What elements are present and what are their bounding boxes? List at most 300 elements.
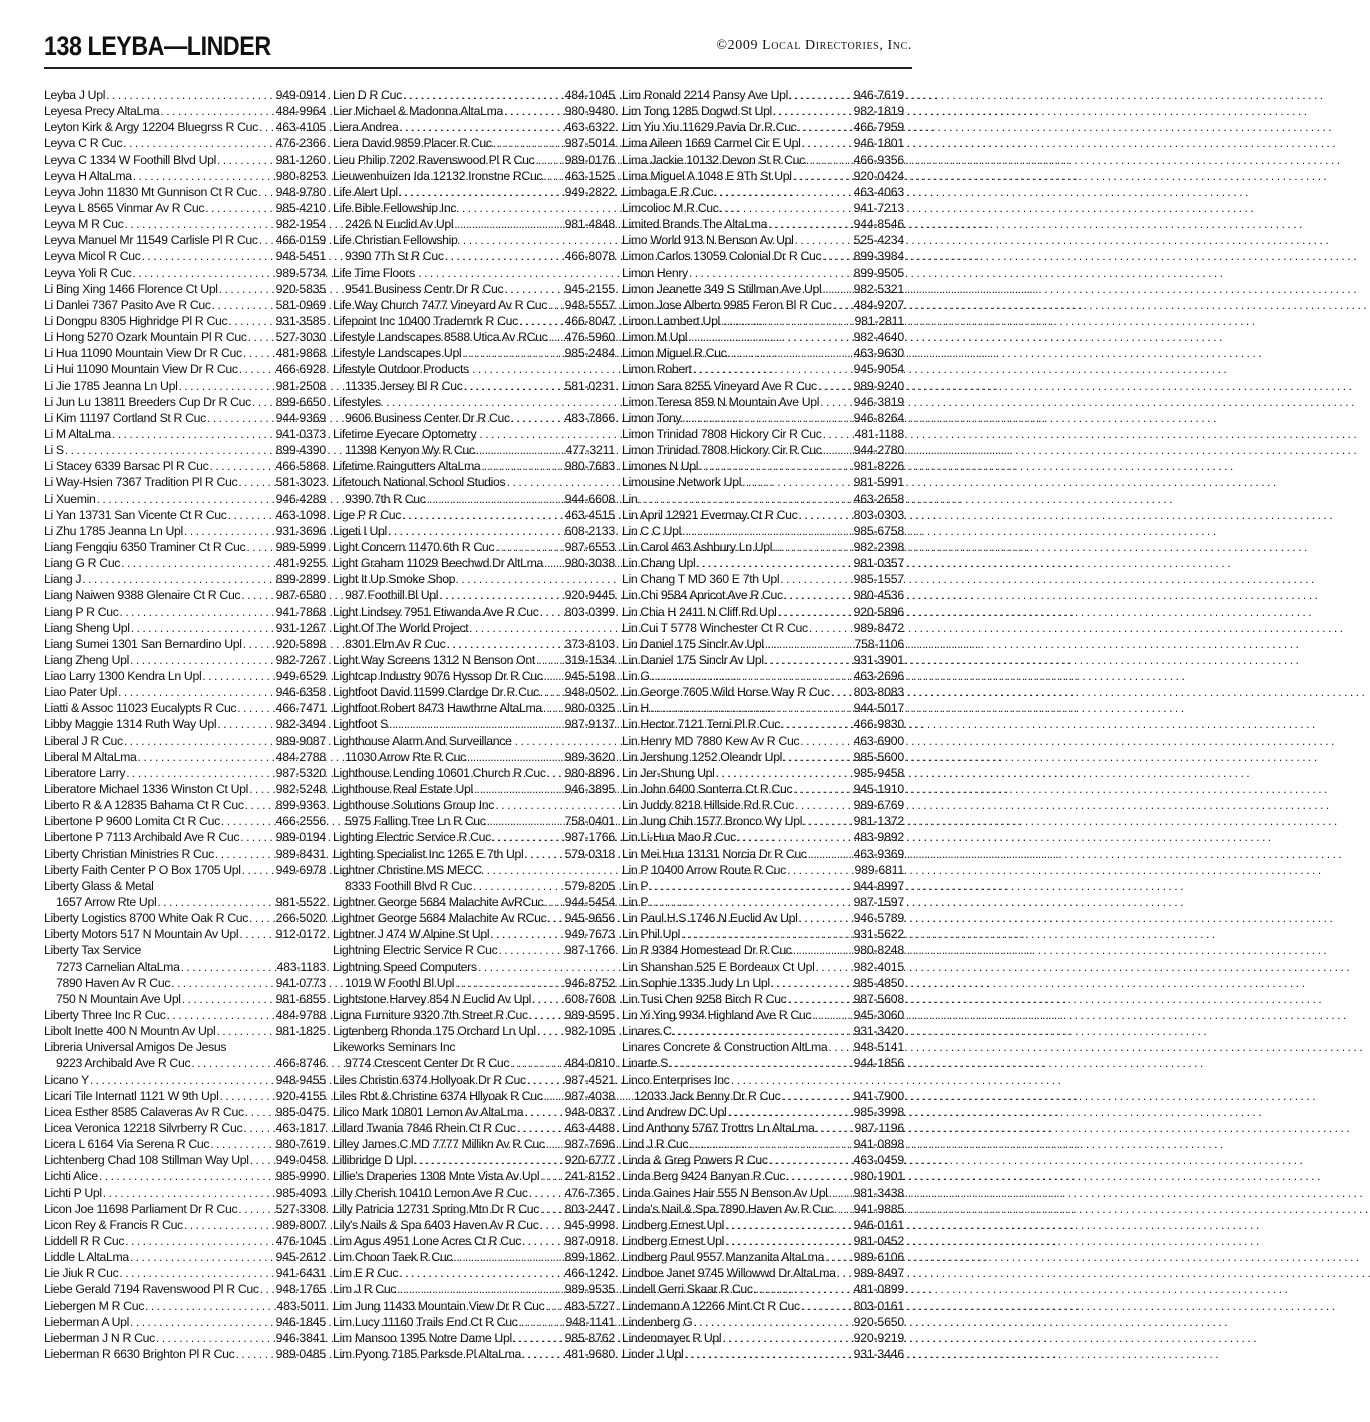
leader-dots	[183, 1217, 274, 1233]
leader-dots	[413, 1152, 562, 1168]
listing-entry	[622, 604, 904, 620]
listing-entry	[44, 87, 326, 103]
listing-entry	[44, 1007, 326, 1023]
leader-dots	[132, 168, 274, 184]
leader-dots	[792, 942, 852, 958]
listing-heading	[333, 571, 615, 587]
listing-name: Lim E R Cuc	[333, 1266, 399, 1281]
listing-phone: 946-8264	[853, 410, 904, 425]
listing-entry	[44, 248, 326, 264]
listing-name: Limon Trinidad 7808 Hickory Cir R Cuc	[622, 443, 822, 458]
listing-name: Leyva John 11830 Mt Gunnison Ct R Cuc	[44, 184, 258, 199]
listing-column-2	[333, 87, 615, 1362]
listing-name: Limon Robert	[622, 362, 692, 377]
leader-dots	[258, 119, 274, 135]
listing-name: Liera David 9859 Placer R Cuc	[333, 136, 492, 151]
listing-entry	[622, 991, 904, 1007]
listing-phone: 981-1260	[275, 152, 326, 167]
listing-phone: 946-1845	[275, 1314, 326, 1329]
listing-entry	[44, 1055, 326, 1071]
listing-phone: 987-4038	[564, 1088, 615, 1103]
leader-dots	[204, 200, 273, 216]
leader-dots	[692, 1314, 851, 1330]
leader-dots	[695, 555, 851, 571]
listing-phone: 466-8746	[275, 1056, 326, 1071]
listing-name: Lilico Mark 10801 Lemon Av AltaLma	[333, 1104, 524, 1119]
leader-dots	[668, 1055, 852, 1071]
leader-dots	[402, 87, 563, 103]
listing-entry	[333, 1233, 615, 1249]
leader-dots	[517, 1314, 563, 1330]
listing-phone: 463-4515	[564, 507, 615, 522]
listing-phone: 463-6900	[853, 733, 904, 748]
listing-name: Li Zhu 1785 Jeanna Ln Upl	[44, 523, 183, 538]
leader-dots	[218, 1088, 273, 1104]
listing-phone: 920-0424	[853, 168, 904, 183]
listing-entry	[333, 281, 615, 297]
listing-entry	[622, 1104, 904, 1120]
listing-entry	[44, 765, 326, 781]
listing-entry	[622, 684, 904, 700]
listing-name: Licera L 6164 Via Serena R Cuc	[44, 1137, 210, 1152]
leader-dots	[688, 1136, 851, 1152]
listing-name: Linder J Upl	[622, 1346, 684, 1361]
listing-phone: 981-0452	[853, 1233, 904, 1248]
listing-entry	[44, 1346, 326, 1362]
listing-name: Lim Yiu Yiu 11629 Pavia Dr R Cuc	[622, 120, 797, 135]
listing-phone: 989-9087	[275, 733, 326, 748]
listing-name: Limon Trinidad 7808 Hickory Cir R Cuc	[622, 426, 822, 441]
leader-dots	[111, 426, 274, 442]
listing-phone: 980-8896	[564, 765, 615, 780]
listing-name: Lin John 6400 Sonterra Ct R Cuc	[622, 782, 793, 797]
leader-dots	[251, 394, 274, 410]
listing-phone: 948-5451	[275, 249, 326, 264]
listing-phone: 920-4155	[275, 1088, 326, 1103]
listing-entry	[44, 1168, 326, 1184]
listing-entry	[333, 829, 615, 845]
listing-entry	[622, 491, 904, 507]
leader-dots	[238, 361, 274, 377]
listing-phone: 946-3895	[564, 782, 615, 797]
leader-dots	[521, 1346, 563, 1362]
listing-entry	[44, 991, 326, 1007]
listing-phone: 989-3620	[564, 749, 615, 764]
listing-phone: 944-2780	[853, 443, 904, 458]
listing-phone: 987-7696	[564, 1137, 615, 1152]
listing-name: Limon Teresa 859 N Mountain Ave Upl	[622, 394, 820, 409]
leader-dots	[444, 248, 563, 264]
listing-name: Lindell Gerri Skaar R Cuc	[622, 1282, 753, 1297]
listing-name: Lin Paul H S 1746 N Euclid Av Upl	[622, 911, 798, 926]
leader-dots	[237, 1201, 273, 1217]
listing-name: Leyva L 8565 Vinmar Av R Cuc	[44, 200, 205, 215]
leader-dots	[539, 604, 563, 620]
listing-phone: 476-2366	[275, 136, 326, 151]
listing-name: Limbaga E R Cuc	[622, 184, 714, 199]
listing-name: Lim Tong 1285 Dogwd St Upl	[622, 104, 772, 119]
listing-name: Lindboe Janet 9745 Willowwd Dr AltaLma	[622, 1266, 836, 1281]
listing-entry	[622, 862, 904, 878]
leader-dots	[794, 797, 852, 813]
listing-name: Linda Berg 9424 Banyan R Cuc	[622, 1169, 786, 1184]
listing-name: Lin Sophie 1335 Judy Ln Upl	[622, 975, 770, 990]
listing-name: Leyva C R Cuc	[44, 136, 123, 151]
listing-name: Lin Henry MD 7880 Kew Av R Cuc	[622, 733, 800, 748]
listing-name: Liang Zheng Upl	[44, 652, 129, 667]
listing-name: Lin H	[622, 701, 649, 716]
listing-phone: 920-9445	[564, 588, 615, 603]
leader-dots	[767, 216, 851, 232]
listing-phone: 985-6758	[853, 523, 904, 538]
leader-dots	[129, 652, 274, 668]
listing-phone: 941-7213	[853, 200, 904, 215]
leader-dots	[681, 523, 852, 539]
listing-phone: 319-1534	[564, 652, 615, 667]
listing-entry	[622, 587, 904, 603]
listing-entry	[333, 1185, 615, 1201]
listing-phone: 987-1766	[564, 943, 615, 958]
leader-dots	[726, 345, 851, 361]
leader-dots	[785, 1168, 851, 1184]
leader-dots	[98, 1168, 274, 1184]
listing-phone: 920-5650	[853, 1314, 904, 1329]
listing-entry	[622, 1298, 904, 1314]
listing-phone: 980-7619	[275, 1137, 326, 1152]
leader-dots	[89, 1072, 274, 1088]
listing-entry	[44, 1152, 326, 1168]
listing-entry	[622, 265, 904, 281]
listing-entry	[333, 716, 615, 732]
listing-entry	[333, 103, 615, 119]
listing-phone: 980-4536	[853, 588, 904, 603]
listing-name: Lie Jiuk R Cuc	[44, 1266, 119, 1281]
listing-entry	[44, 378, 326, 394]
leader-dots	[543, 894, 562, 910]
leader-dots	[122, 135, 273, 151]
listing-phone: 581-0231	[564, 378, 615, 393]
leader-dots	[454, 975, 562, 991]
leader-dots	[237, 474, 273, 490]
listing-entry	[44, 555, 326, 571]
listing-entry	[333, 813, 615, 829]
leader-dots	[234, 1346, 273, 1362]
listing-heading	[44, 942, 326, 958]
leader-dots	[445, 636, 562, 652]
listing-name: Linda's Nail & Spa 7890 Haven Av R Cuc	[622, 1201, 833, 1216]
listing-name: Lin Chang Upl	[622, 556, 696, 571]
leader-dots	[650, 668, 852, 684]
listing-heading	[333, 620, 615, 636]
listing-entry	[622, 700, 904, 716]
listing-phone: 920-5835	[275, 281, 326, 296]
listing-name: Lindberg Ernest Upl	[622, 1217, 725, 1232]
listing-phone: 989-8431	[275, 846, 326, 861]
listing-phone: 985-4850	[853, 975, 904, 990]
listing-phone: 483-1183	[276, 959, 326, 974]
listing-name: Lindenmayer R Upl	[622, 1330, 722, 1345]
listing-phone: 920-9219	[853, 1330, 904, 1345]
listing-entry	[333, 523, 615, 539]
listing-column-3	[622, 87, 904, 1362]
listing-phone: 484-9964	[275, 104, 326, 119]
listing-name: Lindemann A 12266 Mint Ct R Cuc	[622, 1298, 800, 1313]
leader-dots	[211, 297, 274, 313]
listing-heading	[44, 1039, 326, 1055]
listing-entry	[333, 491, 615, 507]
listing-phone: 899-2899	[275, 572, 326, 587]
listing-name: 9541 Business Centr Dr R Cuc	[345, 281, 504, 296]
listing-phone: 241-8152	[564, 1169, 615, 1184]
listing-name: Lighthouse Solutions Group Inc	[333, 798, 495, 813]
listing-entry	[44, 216, 326, 232]
listing-phone: 985-3998	[853, 1104, 904, 1119]
leader-dots	[242, 1120, 273, 1136]
listing-name: Lin Carol 463 Ashbury Ln Upl	[622, 539, 773, 554]
listing-name: Lier Michael & Madonna AltaLma	[333, 104, 503, 119]
listing-entry	[44, 426, 326, 442]
listing-name: Liberty Logistics 8700 White Oak R Cuc	[44, 911, 249, 926]
leader-dots	[136, 749, 273, 765]
leader-dots	[183, 523, 274, 539]
listing-entry	[622, 539, 904, 555]
listing-name: Lightstone Harvey 854 N Euclid Av Upl	[333, 991, 532, 1006]
listing-entry	[333, 313, 615, 329]
listing-entry	[622, 926, 904, 942]
listing-entry	[44, 1136, 326, 1152]
leader-dots	[534, 152, 562, 168]
listing-entry	[622, 959, 904, 975]
listing-entry	[622, 1055, 904, 1071]
listing-name: Libertone P 7113 Archibald Ave R Cuc	[44, 830, 240, 845]
listing-entry	[44, 829, 326, 845]
leader-dots	[545, 1136, 563, 1152]
listing-phone: 931-3585	[275, 313, 326, 328]
listing-entry	[622, 910, 904, 926]
listing-entry	[333, 1136, 615, 1152]
listing-phone: 579-0318	[564, 846, 615, 861]
listing-entry	[44, 1233, 326, 1249]
listing-name: Liberty Three Inc R Cuc	[44, 1008, 166, 1023]
listing-name: Light It Up Smoke Shop	[333, 572, 456, 587]
listing-phone: 944-9369	[275, 410, 326, 425]
leader-dots	[828, 1185, 852, 1201]
listing-phone: 463-2658	[853, 491, 904, 506]
listing-name: Lifestyle Landscapes Upl	[333, 346, 462, 361]
listing-name: Lin P	[622, 895, 649, 910]
leader-dots	[681, 410, 851, 426]
leader-dots	[808, 620, 852, 636]
listing-phone: 948-9455	[275, 1072, 326, 1087]
listing-entry	[622, 361, 904, 377]
listing-phone: 466-6928	[275, 362, 326, 377]
listing-name: Li Jie 1785 Jeanna Ln Upl	[44, 378, 178, 393]
listing-name: Lilly Patricia 12731 Spring Mtn Dr R Cuc	[333, 1201, 540, 1216]
listing-name: Li Bing Xing 1466 Florence Ct Upl	[44, 281, 218, 296]
listing-name: Lindberg Paul 9557 Manzanita AltaLma	[622, 1250, 825, 1265]
listing-entry	[44, 103, 326, 119]
listing-entry	[333, 1201, 615, 1217]
listing-phone: 946-8752	[564, 975, 615, 990]
listing-name: Lichti Alice	[44, 1169, 98, 1184]
listing-name: Leyesa Precy AltaLma	[44, 104, 160, 119]
listing-entry	[622, 1249, 904, 1265]
listing-phone: 803-0303	[853, 507, 904, 522]
listing-phone: 946-5789	[853, 911, 904, 926]
listing-phone: 581-3023	[275, 475, 326, 490]
listing-phone: 987-5320	[275, 765, 326, 780]
listing-phone: 931-3420	[853, 1024, 904, 1039]
listing-name: Lin C C Upl	[622, 523, 682, 538]
leader-dots	[398, 1265, 562, 1281]
leader-dots	[486, 813, 563, 829]
copyright-notice: ©2009 Local Directories, Inc.	[716, 38, 912, 53]
listing-entry	[333, 1249, 615, 1265]
listing-entry	[622, 1265, 904, 1281]
listing-phone: 476-5960	[564, 330, 615, 345]
leader-dots	[688, 265, 852, 281]
listing-phone: 899-9363	[275, 798, 326, 813]
listing-entry	[44, 1249, 326, 1265]
leader-dots	[788, 87, 852, 103]
leader-dots	[776, 604, 851, 620]
leader-dots	[399, 119, 563, 135]
listing-phone: 931-3696	[275, 523, 326, 538]
listing-entry	[333, 442, 615, 458]
leader-dots	[546, 765, 563, 781]
leader-dots	[492, 135, 563, 151]
listing-name: Liberty Motors 517 N Mountain Av Upl	[44, 927, 239, 942]
listing-phone: 987-5014	[564, 136, 615, 151]
listing-phone: 985-2484	[564, 346, 615, 361]
leader-dots	[518, 313, 563, 329]
listing-name: 11030 Arrow Rte R Cuc	[345, 749, 466, 764]
leader-dots	[244, 797, 274, 813]
listing-name: Limon Miguel R Cuc	[622, 346, 727, 361]
listing-phone: 466-0159	[275, 233, 326, 248]
listing-entry	[333, 1314, 615, 1330]
listing-phone: 987-1766	[564, 830, 615, 845]
listing-name: Lin Jer-Shung Upl	[622, 765, 715, 780]
listing-name: Liberty Christian Ministries R Cuc	[44, 846, 214, 861]
leader-dots	[797, 507, 851, 523]
listing-name: Lightner George 5684 Malachite Av RCuc	[333, 911, 547, 926]
listing-phone: 987-6553	[564, 539, 615, 554]
leader-dots	[105, 87, 274, 103]
listing-phone: 946-0161	[853, 1217, 904, 1232]
leader-dots	[721, 1330, 851, 1346]
listing-name: Li Hui 11090 Mountain View Dr R Cuc	[44, 362, 238, 377]
leader-dots	[779, 571, 851, 587]
listing-name: Lifetime Eyecare Optometry	[333, 426, 477, 441]
listing-entry	[333, 87, 615, 103]
listing-phone: 981-2811	[854, 313, 904, 328]
listing-entry	[44, 394, 326, 410]
listing-entry	[622, 523, 904, 539]
listing-name: Lightner J 474 W Alpine St Upl	[333, 927, 490, 942]
listing-entry	[333, 975, 615, 991]
listing-entry	[333, 878, 615, 894]
listing-name: Lin Mei Hua 13131 Norcia Dr R Cuc	[622, 846, 807, 861]
leader-dots	[227, 507, 274, 523]
leader-dots	[516, 1120, 563, 1136]
listing-entry	[44, 1330, 326, 1346]
listing-name: Liberatore Larry	[44, 765, 126, 780]
listing-phone: 581-0969	[275, 297, 326, 312]
listing-phone: 899-1862	[564, 1250, 615, 1265]
leader-dots	[166, 1007, 274, 1023]
listing-name: Lin Jershung 1252 Oleandr Upl	[622, 749, 783, 764]
leader-dots	[780, 1088, 851, 1104]
listing-name: Liles Rbt & Christine 6374 Hllyoak R Cuc	[333, 1088, 543, 1103]
listing-name: Lifepoint Inc 10400 Trademrk R Cuc	[333, 313, 518, 328]
listing-name: Leyva Manuel Mr 11549 Carlisle Pl R Cuc	[44, 233, 258, 248]
header-rule	[44, 67, 912, 69]
listing-name: Liddell R R Cuc	[44, 1233, 125, 1248]
leader-dots	[526, 1072, 563, 1088]
listing-entry	[44, 813, 326, 829]
listing-entry	[44, 620, 326, 636]
listing-entry	[622, 1120, 904, 1136]
listing-entry	[333, 152, 615, 168]
listing-entry	[622, 797, 904, 813]
listing-entry	[44, 1265, 326, 1281]
leader-dots	[714, 765, 851, 781]
listing-entry	[622, 813, 904, 829]
leader-dots	[687, 329, 851, 345]
leader-dots	[805, 152, 852, 168]
listing-entry	[44, 604, 326, 620]
listing-phone: 982-2398	[853, 539, 904, 554]
listing-entry	[333, 1088, 615, 1104]
leader-dots	[741, 474, 852, 490]
listing-entry	[622, 1217, 904, 1233]
leader-dots	[814, 1120, 852, 1136]
listing-phone: 941-7900	[853, 1088, 904, 1103]
listing-name: Limon Carlos 13059 Colonial Dr R Cuc	[622, 249, 822, 264]
listing-phone: 949-6978	[275, 862, 326, 877]
listing-entry	[44, 733, 326, 749]
listing-phone: 466-9830	[853, 717, 904, 732]
listing-phone: 373-8103	[564, 636, 615, 651]
leader-dots	[170, 975, 274, 991]
listing-entry	[333, 1055, 615, 1071]
leader-dots	[241, 862, 274, 878]
leader-dots	[648, 878, 851, 894]
leader-dots	[512, 1330, 563, 1346]
listing-name: Licano Y	[44, 1072, 89, 1087]
listing-name: Lin P	[622, 878, 649, 893]
listing-phone: 985-5600	[853, 749, 904, 764]
listing-name: Lifestyle Outdoor Products	[333, 362, 469, 377]
leader-dots	[799, 733, 851, 749]
listing-name: Lin Yi Ying 9934 Highland Ave R Cuc	[622, 1008, 812, 1023]
leader-dots	[637, 491, 851, 507]
listing-phone: 987-1196	[854, 1121, 904, 1135]
leader-dots	[180, 959, 275, 975]
listing-entry	[622, 426, 904, 442]
leader-dots	[120, 555, 274, 571]
listing-phone: 920-5898	[275, 636, 326, 651]
listing-name: Libertone P 9600 Lomita Ct R Cuc	[44, 814, 220, 829]
listing-phone: 466-9356	[853, 152, 904, 167]
listing-entry	[44, 797, 326, 813]
page-header	[44, 26, 912, 66]
listing-phone: 525-4234	[853, 233, 904, 248]
listing-phone: 463-9369	[853, 846, 904, 861]
listing-heading	[44, 878, 326, 894]
leader-dots	[118, 1265, 273, 1281]
